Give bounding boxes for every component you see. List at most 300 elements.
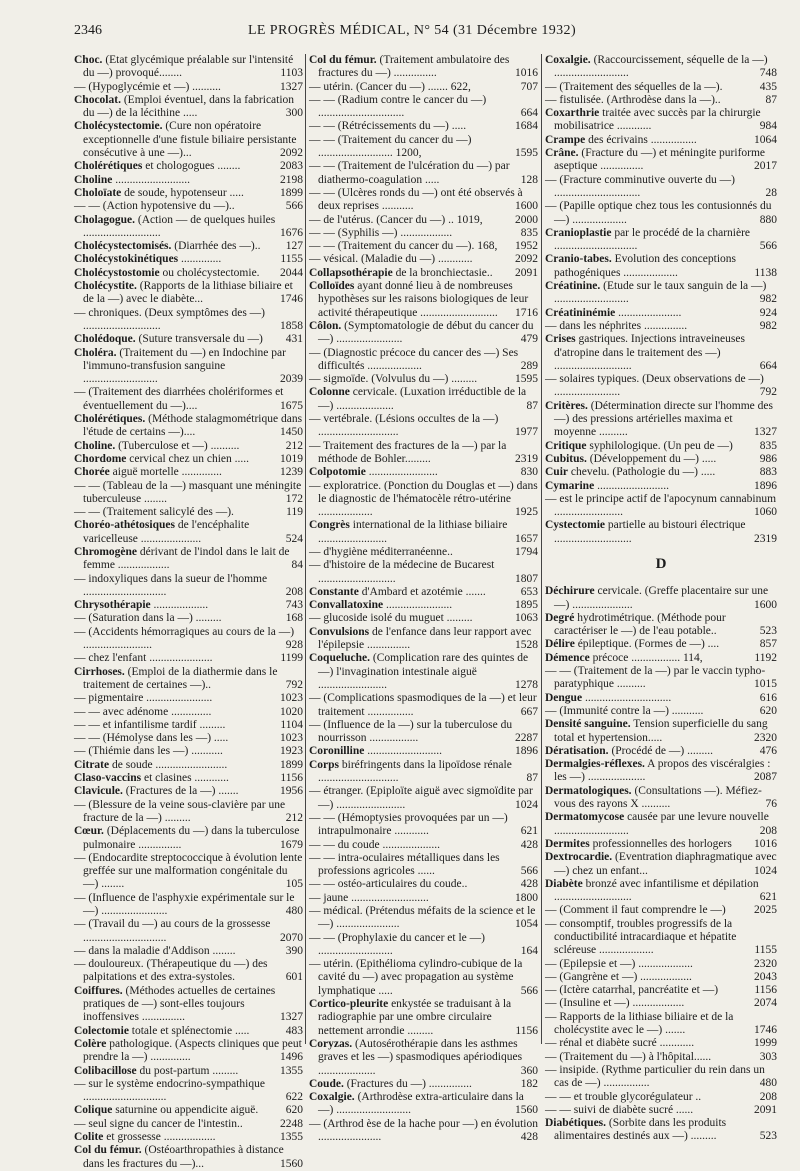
entry-headword: Claso-vaccins: [74, 772, 142, 785]
index-entry: [309, 227, 538, 240]
entry-headword: Cholécystokinétiques: [74, 253, 179, 266]
entry-text: cervical chez un chien .....: [126, 452, 249, 465]
index-entry: [74, 240, 303, 253]
index-entry: [309, 1118, 538, 1145]
entry-page-number: 87: [526, 772, 538, 785]
entry-text: — (Hypoglycémie et —) ..........: [74, 80, 221, 93]
entry-page-number: 2319: [754, 532, 777, 545]
entry-text: ...................: [150, 599, 209, 612]
entry-text: — (Ictère catarrhal, pancréatite et —): [545, 984, 719, 997]
entry-text: — (Immunité contre la —) ...........: [545, 704, 704, 717]
entry-text: .........................: [594, 479, 669, 492]
entry-page-number: 428: [520, 1131, 538, 1144]
entry-text: précoce ................. 114,: [589, 651, 703, 664]
entry-text: — (Fracture comminutive ouverte du —) ..............................: [545, 173, 736, 199]
entry-page-number: 1063: [515, 612, 538, 625]
index-entry: [74, 1144, 303, 1171]
index-entry: [309, 892, 538, 905]
entry-page-number: 1138: [754, 266, 777, 279]
entry-page-number: 208: [759, 1090, 777, 1103]
entry-page-number: 1355: [280, 1064, 303, 1077]
entry-text: (Consultations —). Méfiez-vous des rayons X ..........: [554, 784, 762, 811]
entry-text: professionnelles des horlogers: [589, 837, 732, 850]
entry-page-number: 303: [759, 1050, 777, 1063]
entry-page-number: 2017: [754, 160, 777, 173]
entry-page-number: 566: [520, 984, 538, 997]
index-entry: [74, 187, 303, 200]
index-entry: [74, 719, 303, 732]
entry-page-number: 1899: [280, 758, 303, 771]
entry-text: — (Thiémie dans les —) ...........: [74, 745, 223, 758]
index-entry: [545, 227, 777, 254]
entry-headword: Cranioplastie: [545, 226, 612, 239]
entry-page-number: 621: [520, 825, 538, 838]
entry-headword: Chorée: [74, 466, 110, 479]
entry-text: — étranger. (Epiploïte aiguë avec sigmoïdite par —) ........................: [309, 785, 533, 811]
entry-headword: Clavicule.: [74, 785, 123, 798]
entry-page-number: 1595: [515, 147, 538, 160]
index-entry: [545, 1064, 777, 1091]
index-entry: [309, 546, 538, 559]
entry-page-number: 1023: [280, 732, 303, 745]
index-entry: [309, 120, 538, 133]
entry-text: — — (Hémoptysies provoquées par un —) intrapulmonaire ............: [309, 811, 508, 838]
index-entry: [309, 1078, 538, 1091]
index-entry: [74, 253, 303, 266]
entry-page-number: 1450: [280, 426, 303, 439]
entry-text: — vésical. (Maladie du —) ............: [309, 253, 473, 266]
entry-page-number: 883: [759, 466, 777, 479]
entry-text: — (Influence de l'asphyxie expérimentale sur le —) .......................: [74, 891, 295, 917]
entry-text: de l'encéphalite varicelleuse .....................: [83, 519, 250, 545]
entry-page-number: 208: [285, 585, 303, 598]
index-entry: [74, 692, 303, 705]
entry-page-number: 1024: [754, 864, 777, 877]
index-entry: [545, 1037, 777, 1050]
entry-page-number: 1355: [280, 1131, 303, 1144]
entry-text: — — (Traitement du cancer du —) .......................... 1200,: [309, 133, 472, 160]
entry-text: ..........................: [364, 745, 443, 758]
entry-text: — — (Prophylaxie du cancer et le —) ..........................: [309, 931, 485, 957]
entry-page-number: 84: [291, 559, 303, 572]
index-entry: [545, 94, 777, 107]
index-entry: [74, 772, 303, 785]
index-entry: [545, 134, 777, 147]
index-entry: [74, 785, 303, 798]
entry-headword: Cholédoque.: [74, 333, 136, 346]
entry-headword: Densité sanguine.: [545, 718, 631, 731]
index-entry: [74, 120, 303, 160]
index-entry: [74, 852, 303, 892]
entry-text: — rénal et diabète sucré ............: [545, 1037, 695, 1050]
entry-page-number: 2248: [280, 1117, 303, 1130]
index-entry: [545, 333, 777, 373]
index-entry: [309, 785, 538, 812]
index-entry: [545, 147, 777, 174]
index-entry: [74, 347, 303, 387]
entry-page-number: 924: [759, 306, 777, 319]
entry-page-number: 1895: [515, 599, 538, 612]
entry-text: — (Gangrène et —) ..................: [545, 970, 692, 983]
entry-text: — — (Traitement salicylé des —).: [74, 506, 234, 519]
entry-text: d'Ambard et azotémie .......: [358, 585, 486, 598]
index-entry: [545, 785, 777, 812]
entry-text: dérivant de l'indol dans le lait de femme ..................: [83, 545, 290, 572]
entry-headword: Dengue: [545, 691, 583, 704]
entry-text: (Procédé de —) .........: [608, 744, 713, 757]
entry-page-number: 653: [520, 585, 538, 598]
entry-text: biréfringents dans la lipoïdose rénale ............................: [318, 758, 512, 785]
entry-text: (Eventration diaphragmatique avec —) chez un enfant...: [554, 851, 777, 877]
index-entry: [545, 1117, 777, 1144]
index-entry: [74, 599, 303, 612]
entry-headword: Choline.: [74, 439, 116, 452]
entry-text: et clasines ............: [141, 772, 229, 785]
index-entry: [309, 320, 538, 347]
entry-text: — glucoside isolé du muguet .........: [309, 612, 473, 625]
entry-headword: Colectomie: [74, 1024, 129, 1037]
entry-page-number: 743: [285, 599, 303, 612]
index-entry: [545, 585, 777, 612]
index-entry: [545, 851, 777, 878]
entry-page-number: 620: [759, 704, 777, 717]
index-entry: [545, 811, 777, 838]
entry-page-number: 1977: [515, 426, 538, 439]
entry-text: international de la lithiase biliaire ........................: [318, 519, 508, 545]
entry-page-number: 87: [526, 399, 538, 412]
entry-headword: Cholécystite.: [74, 280, 137, 293]
index-entry: [74, 918, 303, 945]
index-entry: [309, 839, 538, 852]
index-entry: [545, 997, 777, 1010]
index-entry: [74, 546, 303, 573]
entry-page-number: 1716: [515, 306, 538, 319]
entry-page-number: 667: [520, 705, 538, 718]
entry-text: — (Comment il faut comprendre le —): [545, 904, 726, 917]
entry-text: ..............: [178, 253, 222, 266]
index-entry: [309, 386, 538, 413]
entry-text: — utérin. (Epithélioma cylindro-cubique de la cavité du —) avec propagation au système lymphatique .....: [309, 958, 523, 997]
entry-page-number: 1103: [280, 67, 303, 80]
entry-headword: Col du fémur.: [74, 1144, 142, 1157]
index-entry: [545, 253, 777, 280]
page-header: [74, 22, 750, 40]
entry-page-number: 621: [759, 891, 777, 904]
entry-text: — (Papille optique chez tous les contusionnés du —) ...................: [545, 200, 772, 226]
entry-text: — dans les néphrites ...............: [545, 319, 688, 332]
index-entry: [545, 480, 777, 493]
entry-text: — — (Traitement de l'ulcération du —) par diathermo-coagulation .....: [309, 160, 510, 186]
entry-text: — (Insuline et —) ..................: [545, 997, 685, 1010]
entry-page-number: 1239: [280, 466, 303, 479]
index-entry: [309, 932, 538, 959]
index-entry: [545, 958, 777, 971]
entry-page-number: 1746: [280, 293, 303, 306]
index-entry: [545, 984, 777, 997]
entry-page-number: 1020: [280, 705, 303, 718]
entry-text: Evolution des conceptions pathogéniques ...................: [554, 253, 737, 279]
entry-text: — (Epilepsie et —) ...................: [545, 957, 693, 970]
entry-text: — — (Traitement du cancer du —). 168,: [309, 240, 498, 253]
entry-text: — (Travail du —) au cours de la grossesse .............................: [74, 918, 271, 944]
entry-text: gastriques. Injections intraveineuses d'atropine dans le traitement des —) ...........................: [554, 333, 745, 372]
index-column-1: [74, 54, 303, 1170]
index-entry: [74, 666, 303, 693]
entry-page-number: 2319: [515, 452, 538, 465]
entry-text: (Détermination directe sur l'homme des —) des pressions artérielles maxima et moyenne ..........: [554, 399, 773, 439]
index-entry: [309, 134, 538, 161]
entry-headword: Cystectomie: [545, 519, 606, 532]
entry-page-number: 212: [285, 811, 303, 824]
entry-text: — sur le système endocrino-sympathique .............................: [74, 1077, 265, 1104]
entry-page-number: 87: [765, 93, 777, 106]
entry-page-number: 664: [759, 359, 777, 372]
entry-page-number: 1199: [280, 652, 303, 665]
entry-page-number: 748: [759, 67, 777, 80]
entry-page-number: 483: [285, 1024, 303, 1037]
index-entry: [309, 745, 538, 758]
entry-page-number: 1019: [280, 452, 303, 465]
entry-text: — (Complications spasmodiques de la —) et leur traitement ................: [309, 692, 537, 718]
index-entry: [545, 373, 777, 400]
entry-page-number: 2044: [280, 266, 303, 279]
entry-text: (Cure non opératoire exceptionnelle d'une fistule biliaire persistante consécutive à une —)...: [83, 120, 297, 160]
entry-page-number: 1060: [754, 506, 777, 519]
index-entry: [309, 599, 538, 612]
entry-page-number: 1016: [754, 837, 777, 850]
entry-page-number: 1155: [754, 944, 777, 957]
index-entry: [309, 466, 538, 479]
entry-text: enkystée se traduisant à la radiographie par une ombre circulaire nettement arrondie .........: [318, 998, 512, 1037]
entry-headword: Crampe: [545, 133, 586, 146]
entry-text: de l'enfance dans leur rapport avec l'épilepsie ...............: [318, 625, 532, 652]
entry-page-number: 119: [286, 506, 303, 519]
index-entry: [74, 759, 303, 772]
entry-page-number: 428: [520, 838, 538, 851]
entry-headword: Créatininémie: [545, 306, 616, 319]
index-entry: [309, 413, 538, 440]
index-entry: [309, 612, 538, 625]
entry-text: épileptique. (Formes de —) ....: [574, 638, 720, 651]
entry-headword: Convulsions: [309, 625, 370, 638]
entry-page-number: 390: [285, 944, 303, 957]
index-entry: [309, 54, 538, 81]
entry-page-number: 928: [285, 639, 303, 652]
entry-headword: Cirrhoses.: [74, 665, 125, 678]
entry-text: — — et infantilisme tardif .........: [74, 718, 226, 731]
entry-page-number: 360: [520, 1064, 538, 1077]
index-entry: [309, 373, 538, 386]
index-entry: [545, 665, 777, 692]
entry-headword: Cuir: [545, 466, 568, 479]
index-entry: [309, 652, 538, 692]
index-entry: [545, 758, 777, 785]
entry-text: (Symptomatologie de début du cancer du —) .......................: [318, 319, 534, 346]
index-entry: [309, 267, 538, 280]
entry-page-number: 1675: [280, 399, 303, 412]
entry-text: (Tuberculose et —) ..........: [115, 439, 240, 452]
entry-headword: Convallatoxine: [309, 599, 384, 612]
index-entry: [74, 506, 303, 519]
index-entry: [74, 440, 303, 453]
entry-page-number: 620: [285, 1104, 303, 1117]
index-entry: [309, 280, 538, 320]
entry-page-number: 168: [285, 612, 303, 625]
entry-page-number: 1156: [754, 984, 777, 997]
entry-page-number: 2320: [754, 957, 777, 970]
entry-page-number: 2092: [515, 253, 538, 266]
entry-headword: Cranio-tabes.: [545, 253, 612, 266]
index-entry: [74, 892, 303, 919]
entry-headword: Dextrocardie.: [545, 851, 613, 864]
entry-page-number: 300: [285, 107, 303, 120]
entry-page-number: 566: [759, 240, 777, 253]
entry-text: — jaune ...........................: [309, 891, 429, 904]
entry-headword: Chrysothérapie: [74, 599, 151, 612]
entry-text: bronzé avec infantilisme et dépilation ...........................: [554, 877, 759, 904]
entry-text: (Etat glycémique préalable sur l'intensité du —) provoqué........: [83, 54, 294, 80]
entry-text: de soude .........................: [109, 758, 228, 771]
entry-headword: Colibacillose: [74, 1064, 137, 1077]
entry-page-number: 1746: [754, 1024, 777, 1037]
entry-page-number: 1899: [280, 186, 303, 199]
entry-headword: Côlon.: [309, 319, 342, 332]
entry-page-number: 1016: [515, 67, 538, 80]
entry-headword: Démence: [545, 651, 590, 664]
entry-page-number: 1560: [280, 1157, 303, 1170]
index-entry: [309, 253, 538, 266]
entry-page-number: 1156: [280, 772, 303, 785]
entry-text: (Déplacements du —) dans la tuberculose pulmonaire ...............: [83, 825, 300, 851]
entry-text: — seul signe du cancer de l'intestin..: [74, 1117, 243, 1130]
entry-page-number: 1528: [515, 639, 538, 652]
entry-page-number: 1595: [515, 373, 538, 386]
index-entry: [309, 480, 538, 520]
entry-page-number: 1657: [515, 532, 538, 545]
entry-headword: Cœur.: [74, 825, 104, 838]
entry-page-number: 566: [285, 200, 303, 213]
entry-page-number: 2000: [515, 213, 538, 226]
entry-text: (Fractures du —) ...............: [343, 1077, 472, 1090]
index-column-2: [309, 54, 538, 1144]
entry-headword: Choréo-athétosiques: [74, 519, 175, 532]
entry-headword: Choline: [74, 173, 113, 186]
entry-page-number: 1923: [280, 745, 303, 758]
index-entry: [545, 54, 777, 81]
entry-page-number: 128: [520, 173, 538, 186]
entry-text: (Emploi éventuel, dans la fabrication du —) de la lécithine .....: [83, 93, 295, 120]
entry-headword: Colpotomie: [309, 466, 366, 479]
entry-headword: Dermalgies-réflexes.: [545, 758, 645, 771]
index-entry: [74, 626, 303, 653]
entry-text: (Développement du —) .....: [586, 452, 717, 465]
index-entry: [309, 586, 538, 599]
entry-page-number: 1807: [515, 572, 538, 585]
index-entry: [74, 174, 303, 187]
entry-text: — d'hygiène méditerranéenne..: [309, 545, 453, 558]
entry-headword: Dermites: [545, 837, 590, 850]
index-entry: [545, 453, 777, 466]
entry-text: (Méthodes actuelles de certaines pratiques de —) sont-elles toujours inoffensives ...............: [83, 984, 276, 1024]
entry-page-number: 428: [520, 878, 538, 891]
entry-headword: Constante: [309, 585, 359, 598]
entry-text: — — suivi de diabète sucré ......: [545, 1103, 694, 1116]
entry-page-number: 2083: [280, 160, 303, 173]
entry-page-number: 523: [759, 625, 777, 638]
index-entry: [74, 386, 303, 413]
entry-text: des écrivains ................: [585, 133, 697, 146]
entry-page-number: 1794: [515, 545, 538, 558]
entry-text: — est le principe actif de l'apocynum cannabinum ........................: [545, 492, 777, 519]
entry-page-number: 289: [520, 359, 538, 372]
entry-headword: Cholécystostomie: [74, 266, 160, 279]
index-entry: [74, 1038, 303, 1065]
entry-text: .......................: [383, 599, 453, 612]
entry-text: ou cholécystectomie.: [159, 266, 260, 279]
index-entry: [545, 81, 777, 94]
entry-text: de soude, hypotenseur .....: [121, 186, 244, 199]
entry-page-number: 857: [759, 638, 777, 651]
index-entry: [74, 413, 303, 440]
entry-text: cervicale. (Luxation irréductible de la —) ....................: [318, 386, 527, 412]
entry-headword: Dératisation.: [545, 744, 609, 757]
index-entry: [545, 1104, 777, 1117]
entry-text: — (Blessure de la veine sous-clavière par une fracture de la —) .........: [74, 798, 286, 824]
entry-page-number: 1896: [754, 479, 777, 492]
entry-text: — — du coude ....................: [309, 838, 440, 851]
index-entry: [545, 745, 777, 758]
entry-text: — (Accidents hémorragiques au cours de la —) ........................: [74, 625, 295, 652]
index-entry: [74, 745, 303, 758]
entry-text: (Fractures de la —) .......: [122, 785, 239, 798]
index-entry: [74, 799, 303, 826]
index-entry: [309, 1038, 538, 1078]
entry-headword: Dermatomycose: [545, 811, 625, 824]
entry-page-number: 1327: [280, 80, 303, 93]
entry-text: (Sorbite dans les produits alimentaires destinés aux —) .........: [554, 1117, 727, 1143]
entry-text: — — (Ulcères ronds du —) ont été observés à deux reprises ...........: [309, 186, 523, 213]
entry-page-number: 1278: [515, 678, 538, 691]
entry-headword: Cymarine: [545, 479, 595, 492]
entry-headword: Colique: [74, 1104, 113, 1117]
index-entry: [74, 985, 303, 1025]
entry-page-number: 1600: [754, 598, 777, 611]
entry-headword: Déchirure: [545, 585, 595, 598]
index-entry: [309, 759, 538, 786]
entry-text: et chologogues ........: [142, 160, 241, 173]
index-entry: [545, 400, 777, 440]
index-entry: [545, 705, 777, 718]
entry-text: hydrotimétrique. (Méthode pour caractériser le —) de l'eau potable..: [554, 611, 726, 638]
entry-headword: Coxalgie.: [309, 1091, 355, 1104]
index-entry: [545, 612, 777, 639]
index-entry: [309, 626, 538, 653]
entry-page-number: 2091: [754, 1103, 777, 1116]
entry-page-number: 2320: [754, 731, 777, 744]
index-entry: [309, 958, 538, 998]
entry-page-number: 524: [285, 532, 303, 545]
entry-text: — (Endocardite streptococcique à évolution lente greffée sur une malformation congénitale du —) ........: [74, 851, 303, 891]
column-divider: [541, 54, 542, 1044]
index-entry: [309, 1091, 538, 1118]
index-entry: [309, 692, 538, 719]
journal-title: LE PROGRÈS MÉDICAL, N° 54 (31 Décembre 1932): [247, 23, 577, 38]
entry-headword: Chromogène: [74, 545, 138, 558]
entry-text: — (Arthrod èse de la hache pour —) en évolution ......................: [309, 1117, 538, 1144]
entry-text: — — et trouble glycorégulateur ..: [545, 1090, 702, 1103]
entry-headword: Coiffures.: [74, 984, 123, 997]
entry-page-number: 1560: [515, 1104, 538, 1117]
